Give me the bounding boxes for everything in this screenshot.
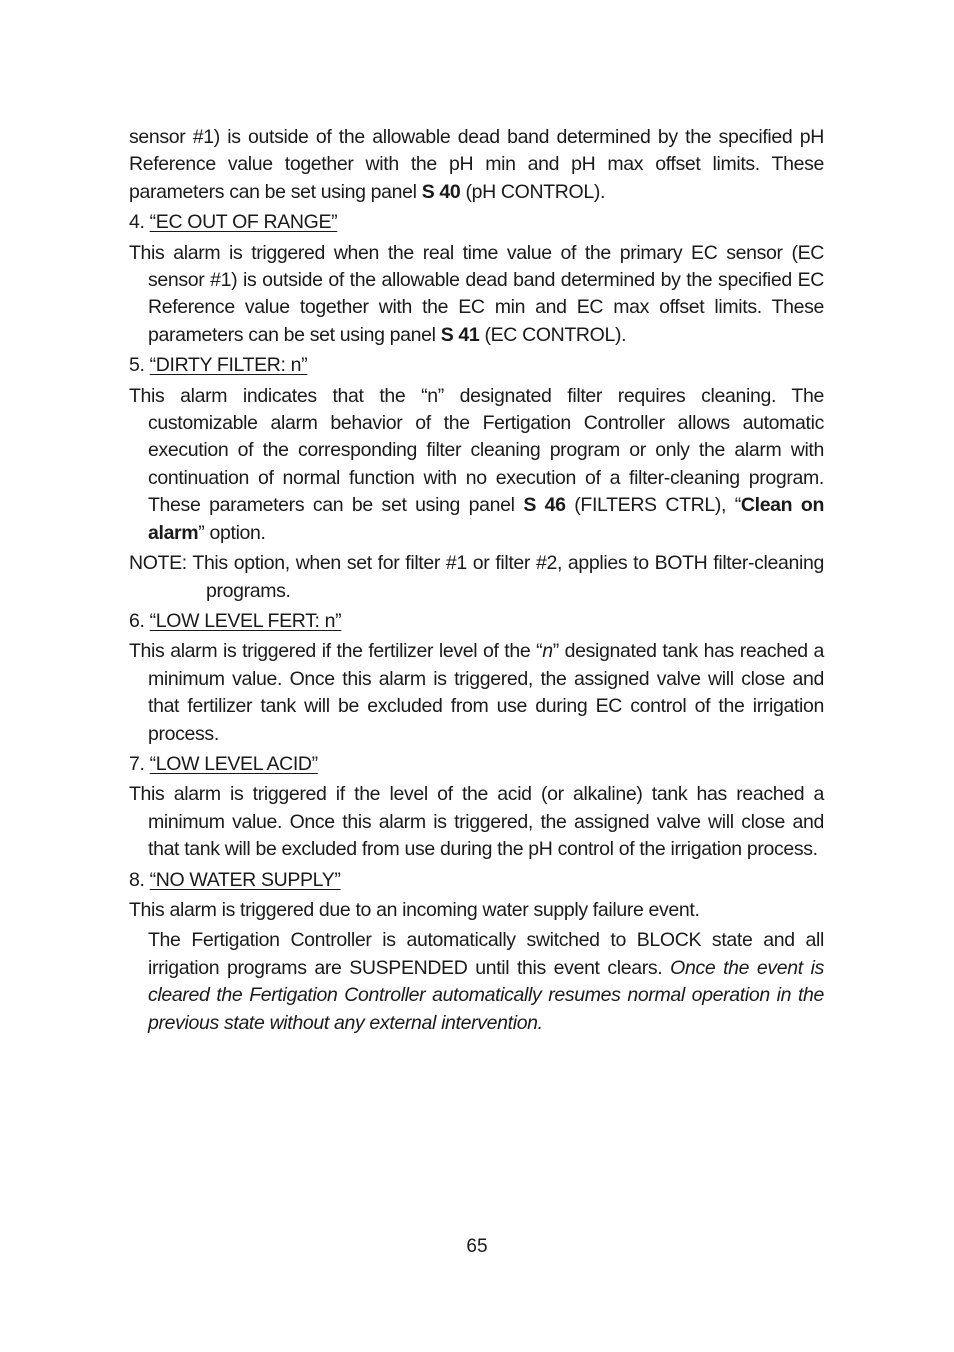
section-heading-no-water-supply: 8. “NO WATER SUPPLY” — [129, 868, 341, 891]
section-heading-low-level-fert: 6. “LOW LEVEL FERT: n” — [129, 609, 342, 632]
section-text-dirty-filter: This alarm indicates that the “n” designated filter requires cleaning. The customizable alarm behavior of the Fertigation Controller allows automatic execution of the corresponding filter cleaning program or only the alarm with continuation of normal function with no execution of a filter-cleaning program. These parameters can be set using panel S 46 (FILTERS CTRL), “Clean on alarm” option. — [129, 384, 825, 544]
document-body — [129, 124, 824, 1037]
page-number: 65 — [466, 1236, 488, 1257]
note-paragraph: NOTE: This option, when set for filter #1 or filter #2, applies to BOTH filter-cleaning programs. — [129, 552, 824, 602]
section-text-no-water-supply: This alarm is triggered due to an incoming water supply failure event. — [129, 898, 700, 921]
section-text-low-level-fert: This alarm is triggered if the fertilizer level of the “n” designated tank has reached a minimum value. Once this alarm is triggered, the assigned valve will close and that fertilizer tank will be excluded from use during EC control of the irrigation process. — [129, 640, 824, 745]
section-heading-ec-out-of-range: 4. “EC OUT OF RANGE” — [129, 211, 338, 234]
section-followup-no-water-supply: The Fertigation Controller is automatically switched to BLOCK state and all irrigation programs are SUSPENDED until this event clears. Once the event is cleared the Fertigation Controller automatically resumes normal operation in the previous state without any external intervention. — [148, 929, 824, 1034]
intro-paragraph: sensor #1) is outside of the allowable dead band determined by the specified pH Reference value together with the pH min and pH max offset limits. These parameters can be set using panel S 40 (pH CONTROL). — [129, 126, 824, 203]
section-text-low-level-acid: This alarm is triggered if the level of the acid (or alkaline) tank has reached a minimum value. Once this alarm is triggered, the assigned valve will close and that tank will be excluded from use during the pH control of the irrigation process. — [129, 783, 824, 861]
section-text-ec-out-of-range: This alarm is triggered when the real time value of the primary EC sensor (EC sensor #1) is outside of the allowable dead band determined by the specified EC Reference value together with the EC min and EC max offset limits. These parameters can be set using panel S 41 (EC CONTROL). — [129, 241, 824, 346]
section-heading-dirty-filter: 5. “DIRTY FILTER: n” — [129, 354, 308, 377]
section-heading-low-level-acid: 7. “LOW LEVEL ACID” — [129, 752, 318, 775]
